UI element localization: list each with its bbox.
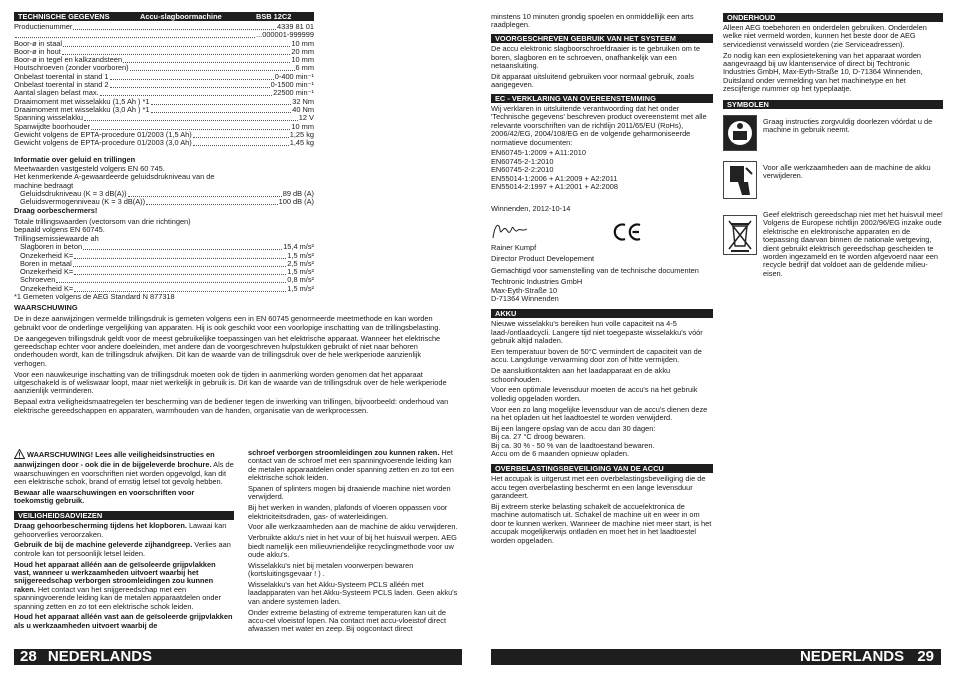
spec-label: Onzekerheid K=	[20, 250, 74, 260]
technical-data-title: TECHNISCHE GEGEVENS	[18, 12, 110, 21]
page-number-right: 29	[917, 648, 934, 665]
leader-dots	[83, 243, 282, 250]
safety-item-12: Onder extreme belasting of extreme temperaturen kan uit de accu-cel vloeistof lopen. Na contact met accu-vloeistof direct afwassen met water en zeep. Bij oogcontact direct	[248, 607, 447, 634]
footer-right	[491, 649, 941, 665]
company-name: Techtronic Industries GmbH	[491, 277, 583, 287]
spec-label: Productienummer	[14, 22, 73, 31]
vibration-warning-section	[14, 304, 454, 417]
spec-value: ...000001-999999	[256, 30, 314, 40]
akku-paragraph-5: Voor een zo lang mogelijke levensduur van de accu's dienen deze na het opladen uit het laadtoestel te worden verwijderd.	[491, 404, 708, 422]
safety-item-7: Bij het werken in wanden, plafonds of vloeren oppassen voor elektriciteitsdraden, gas- of waterleidingen.	[248, 503, 448, 521]
spec-label: Houtschroeven (zonder voorboren)	[14, 63, 129, 73]
leader-dots	[73, 23, 276, 30]
leader-dots	[110, 73, 274, 80]
leader-dots	[151, 106, 292, 113]
safety-item-4	[14, 613, 234, 630]
safety-item-5-bold: schroef verborgen stroomleidingen zou kunnen raken.	[248, 448, 440, 457]
safety-item-4-bold: Houd het apparaat alléén vast aan de geïsoleerde grijpvlakken als u werkzaamheden uitvoert waarbij de	[14, 612, 233, 630]
leader-dots	[110, 81, 270, 88]
spec-label: Draaimoment met wisselakku (3,0 Ah ) *1	[14, 104, 150, 114]
spec-value: 2,5 m/s²	[287, 258, 314, 268]
norm-item: EN55014-1:2006 + A1:2009 + A2:2011	[491, 173, 618, 183]
spec-label: Boor-ø in hout	[14, 46, 61, 56]
maintenance-paragraph-1: Alleen AEG toebehoren en onderdelen gebruiken. Onderdelen welke niet vermeld worden, kunnen het beste door de AEG servicedienst verwisseld worden (zie Serviceadressen).	[723, 23, 927, 49]
noise-title: Informatie over geluid en trillingen	[14, 155, 136, 165]
ear-protection-note: Draag oorbeschermers!	[14, 205, 98, 215]
akku-storage-1: Bij ca. 27 °C droog bewaren.	[491, 432, 586, 442]
norm-item: EN60745-2-2:2010	[491, 165, 554, 175]
spec-label: Gewicht volgens de EPTA-procedure 01/2003 (1,5 Ah)	[14, 129, 192, 139]
intended-use-paragraph-1: De accu elektronic slagboorschroefdraaier is te gebruiken om te boren, slagboren en te schroeven, onafhankelijk van een netaansluiting.	[491, 44, 701, 71]
symbol-text-2: Voor alle werkzaamheden aan de machine de akku verwijderen.	[763, 163, 931, 181]
spec-value: 20 mm	[291, 46, 314, 56]
noise-text-3: machine bedraagt	[14, 180, 74, 190]
leader-dots	[193, 139, 289, 146]
safety-item-3-text: Het contact van het snijgereedschap met een spanningvoerende leiding kan de metalen apparaatdelen onder spanning zetten en zo tot een elektrische schok leiden.	[14, 584, 222, 611]
symbol-row-2	[723, 161, 943, 205]
warning-paragraph-4: Bepaal extra veiligheidsmaatregelen ter bescherming van de bediener tegen de inwerking van trillingen, bijvoorbeeld: onderhoud van elektrische gereedschappen en apparaten, warmhouden van de handen, organisatie van de werkprocessen.	[14, 397, 449, 415]
intended-use-paragraph-2: Dit apparaat uitsluitend gebruiken voor normaal gebruik, zoals aangegeven.	[491, 71, 694, 90]
akku-storage-2: Bij ca. 30 % - 50 % van de laadtoestand bewaren.	[491, 440, 655, 450]
safety-item-8: Voor alle werkzaamheden aan de machine de akku verwijderen.	[248, 522, 458, 532]
symbol-row-3	[723, 211, 943, 291]
general-warning-body: Als de waarschuwingen en voorschriften niet worden opgevolgd, kan dit een elektrische schok, brand of ernstig letsel tot gevolg hebben.	[14, 460, 234, 487]
spec-row	[14, 268, 314, 276]
declaration-place-date: Winnenden, 2012-10-14	[491, 204, 571, 214]
spec-label: Geluidsdrukniveau (K = 3 dB(A))	[20, 189, 127, 199]
spec-value: 6 mm	[295, 63, 314, 73]
noise-table	[14, 190, 314, 207]
overload-header: OVERBELASTINGSBEVEILIGING VAN DE ACCU	[491, 464, 713, 473]
leader-dots	[56, 276, 286, 283]
spec-value: 15,4 m/s²	[283, 242, 314, 252]
intended-use-header: VOORGESCHREVEN GEBRUIK VAN HET SYSTEEM	[491, 34, 713, 43]
symbols-header: SYMBOLEN	[723, 100, 943, 109]
read-manual-icon	[723, 115, 757, 151]
safety-item-3	[14, 561, 234, 611]
leader-dots	[100, 89, 272, 96]
model-name: Accu-slagboormachine	[140, 12, 222, 21]
akku-storage-3: Accu om de 6 maanden opnieuw opladen.	[491, 448, 630, 458]
norms-list	[491, 149, 713, 191]
vibration-text-1: Totale trillingswaarden (vectorsom van drie richtingen)	[14, 217, 191, 227]
warning-paragraph-3: Voor een nauwkeurige inschatting van de trillingsdruk moeten ook de tijden in aanmerking worden genomen dat het apparaat uitgeschakeld is of weliswaar loopt, maar niet werkelijk in gebruik is. Dit kan de waarde van de trillingsdruk over de hele werkperiode aanzienlijk verminderen.	[14, 369, 447, 396]
symbol-row-1	[723, 115, 943, 157]
leader-dots	[123, 56, 290, 63]
spec-value: 1,45 kg	[289, 138, 314, 148]
footer-left	[14, 649, 462, 665]
safety-item-1-text: Lawaai kan gehoorverlies veroorzaken.	[14, 521, 227, 539]
leader-dots	[128, 190, 282, 197]
noise-text-2: Het kenmerkende A-gewaardeerde geluidsdrukniveau van de	[14, 172, 215, 182]
page-number-left: 28	[20, 648, 37, 665]
safety-item-5-text: Het contact van de schroef met een spanningvoerende leiding kan de metalen apparaatdelen onder spanning zetten en zo tot een elektrische schok leiden.	[248, 448, 454, 483]
leader-dots	[74, 285, 286, 292]
safety-column-right	[248, 449, 460, 636]
warning-title: WAARSCHUWING	[14, 303, 78, 312]
rinse-text: minstens 10 minuten grondig spoelen en onmiddellijk een arts raadplegen.	[491, 12, 694, 30]
leader-dots	[84, 114, 298, 121]
akku-paragraph-4: Voor een optimale levensduur moeten de accu's na het gebruik volledig opgeladen worden.	[491, 385, 698, 403]
model-code: BSB 12C2	[256, 12, 292, 21]
akku-paragraph-2: Een temperatuur boven de 50°C vermindert de capaciteit van de accu. Langdurige verwarming door zon of hitte vermijden.	[491, 346, 702, 365]
page-29	[477, 0, 954, 677]
remove-battery-icon	[723, 161, 757, 199]
company-city: D-71364 Winnenden	[491, 293, 559, 303]
signatory-name: Rainer Kumpf	[491, 242, 537, 252]
norm-item: EN60745-1:2009 + A11:2010	[491, 148, 586, 158]
safety-item-2-text: Verlies aan controle kan tot persoonlijk letsel leiden.	[14, 540, 231, 558]
leader-dots	[151, 98, 292, 105]
vibration-text-2: bepaald volgens EN 60745.	[14, 225, 105, 235]
spec-value: 1,5 m/s²	[287, 267, 314, 277]
spec-value: 12 V	[298, 113, 314, 123]
leader-dots	[74, 252, 286, 259]
warning-paragraph-1: De in deze aanwijzingen vermelde trillingsdruk is gemeten volgens een in EN 60745 genormeerde meetmethode en kan worden gebruikt voor de onderlinge vergelijking van apparaten. Hij is ook geschikt voor een voorlopige inschatting van de trillingsbelasting.	[14, 314, 441, 332]
akku-paragraph-1: Nieuwe wisselakku's bereiken hun volle capaciteit na 4-5 laad-/ontlaadcycli. Langere tijd niet toegepaste wisselakku's vóór gebruik altijd naladen.	[491, 319, 703, 346]
spec-value: 4339 81 01	[277, 22, 314, 31]
spec-row	[14, 139, 314, 147]
norm-item: EN55014-2:1997 + A1:2001 + A2:2008	[491, 182, 618, 192]
ec-declaration-header: EC - VERKLARING VAN OVEREENSTEMMING	[491, 94, 713, 103]
language-label-left: NEDERLANDS	[47, 648, 153, 665]
maintenance-header: ONDERHOUD	[723, 13, 943, 22]
noise-text-1: Meetwaarden vastgesteld volgens EN 60 745.	[14, 163, 165, 173]
safety-item-6: Spanen of splinters mogen bij draaiende machine niet worden verwijderd.	[248, 484, 451, 502]
ec-declaration-text: Wij verklaren in uitsluitende verantwoording dat het onder 'Technische gegevens' beschreven product overeenstemt met alle relevante voorschriften van de richtlijn 2011/65/EU (RoHs), 2006/42/EG, 2004/108/EG en de volgende geharmoniseerde normatieve documenten:	[491, 104, 707, 147]
spec-label: Boren in metaal	[20, 258, 72, 268]
safety-item-2	[14, 541, 234, 558]
page-28	[0, 0, 470, 677]
spec-value: 1,5 m/s²	[287, 250, 314, 260]
leader-dots	[193, 131, 289, 138]
vibration-text-3: Trillingsemissiewaarde ah	[14, 233, 99, 243]
spec-value: 0,8 m/s²	[287, 275, 314, 285]
authorized-text: Gemachtigd voor samenstelling van de technische documenten	[491, 265, 699, 275]
spec-value: 100 dB (A)	[278, 197, 314, 207]
spec-label: Spanning wisselakku	[14, 113, 84, 123]
crossed-bin-icon	[723, 215, 757, 255]
maintenance-paragraph-2: Zo nodig kan een explosietekening van het apparaat worden aangevraagd bij uw klantenservice of direct bij Techtronic Industries GmbH, Max-Eyth-Straße 10, D-71364 Winnenden, Duitsland onder vermelding van het machinetype en het zescijferige nummer op het typeplaatje.	[723, 50, 923, 94]
spec-label: Geluidsvermogenniveau (K = 3 dB(A))	[20, 197, 146, 207]
signatory-role: Director Product Developement	[491, 254, 595, 264]
leader-dots	[15, 31, 255, 38]
spec-label: Boor-ø in tegel en kalkzandsteen	[14, 55, 123, 65]
symbol-text-1: Graag instructies zorgvuldig doorlezen vóórdat u de machine in gebruik neemt.	[763, 117, 933, 135]
symbol-text-3: Geef elektrisch gereedschap niet met het huisvuil mee! Volgens de Europese richtlijn 2002/96/EG inzake oude elektrische en elektronische apparaten en de toepassing daarvan binnen de nationale wetgeving, dient gebruikt elektrisch gereedschap gescheiden te worden ingezameld en te worden afgevoerd naar een recycle bedrijf dat voldoet aan de geldende milieu-eisen.	[763, 210, 943, 278]
right-column-2	[723, 13, 943, 291]
safety-item-5	[248, 449, 460, 483]
spec-label: Schroeven	[20, 275, 56, 285]
norm-item: EN60745-2-1:2010	[491, 156, 554, 166]
spec-value: 1,5 m/s²	[287, 283, 314, 293]
general-warning	[14, 449, 234, 487]
spec-value: 89 dB (A)	[282, 189, 314, 199]
spec-label: Onzekerheid K=	[20, 267, 74, 277]
safety-column-left	[14, 449, 234, 633]
spec-label: Spanwijdte boorhouder	[14, 121, 91, 131]
signature-icon	[491, 220, 531, 242]
technical-data-table	[14, 23, 314, 147]
safety-item-10: Wisselakku's niet bij metalen voorwerpen bewaren (kortsluitingsgevaar ! ) .	[248, 560, 414, 579]
leader-dots	[62, 48, 291, 55]
spec-value: 10 mm	[291, 121, 314, 131]
spec-label: Gewicht volgens de EPTA-procedure 01/2003 (3,0 Ah)	[14, 138, 192, 148]
safety-header: VEILIGHEIDSADVIEZEN	[14, 511, 234, 520]
safety-item-11: Wisselakku's van het Akku-Systeem PCLS alléén met laadapparaten van het Akku-Systeem PCLS laden. Geen akku's van andere systemen laden.	[248, 580, 458, 606]
akku-header: AKKU	[491, 309, 713, 318]
spec-label: Onbelast toerental in stand 2	[14, 80, 109, 90]
safety-item-9: Verbruikte akku's niet in het vuur of bij het huisvuil werpen. AEG biedt namelijk een milieuvriendelijke recyclingmethode voor uw oude akku's.	[248, 533, 457, 560]
signature-area	[491, 214, 713, 244]
spec-value: 40 Nm	[292, 104, 314, 114]
safety-item-1-bold: Draag gehoorbescherming tijdens het klopboren.	[14, 521, 187, 531]
overload-paragraph-2: Bij extreem sterke belasting schakelt de accuelektronica de machine automatisch uit. Schakel de machine uit en weer in om door te kunnen werken. Wanneer de machine niet meer start, is het accupak mogelijkerwijs ontladen en moet het in het laadtoestel worden opgeladen.	[491, 501, 712, 545]
language-label-right: NEDERLANDS	[799, 648, 905, 665]
technical-data-header	[14, 12, 314, 21]
leader-dots	[63, 40, 290, 47]
safety-item-2-bold: Gebruik de bij de machine geleverde zijhandgreep.	[14, 540, 193, 550]
leader-dots	[130, 64, 295, 71]
spec-value: 0-400 min⁻¹	[274, 71, 314, 81]
leader-dots	[74, 268, 286, 275]
ce-mark-icon	[613, 222, 643, 242]
akku-paragraph-3: De aansluitkontakten aan het laadapparaat en de akku schoonhouden.	[491, 366, 671, 384]
right-column-1	[491, 13, 713, 547]
spec-value: 10 mm	[291, 38, 314, 48]
akku-paragraph-6: Bij een langere opslag van de accu dan 30 dagen:	[491, 423, 656, 433]
warning-paragraph-2: De aangegeven trillingsdruk geldt voor de meest gebruikelijke toepassingen van het elektrische apparaat. Wanneer het elektrische gereedschap echter voor andere doeleinden, met andere dan de voorgeschreven hulpstukken gebruikt of niet naar behoren onderhouden wordt, kan de trillingsdruk afwijken. Dit kan de waarde van de trillingsdruk over de hele werkperiode aanzienlijk verhogen.	[14, 333, 441, 368]
spec-label: Draaimoment met wisselakku (1,5 Ah ) *1	[14, 96, 150, 106]
spec-value: 22500 min⁻¹	[273, 88, 314, 98]
general-warning-lead: WAARSCHUWING! Lees alle veiligheidsinstructies en aanwijzingen door - ook die in de bijgeleverde brochure.	[14, 450, 215, 470]
overload-paragraph-1: Het accupak is uitgerust met een overbelastingsbeveiliging die de accu tegen overbelasting beschermt en een lange levensduur garandeert.	[491, 474, 706, 501]
safety-item-3-bold: Houd het apparaat alléén aan de geïsoleerde grijpvlakken vast, wanneer u werkzaamheden uitvoert waarbij het snijgereedschap verborgen stroomleidingen zou kunnen raken.	[14, 559, 216, 594]
spec-value: 32 Nm	[292, 96, 314, 106]
spec-label: Aantal slagen belast max.	[14, 88, 99, 98]
spec-label: Boor-ø in staal	[14, 38, 63, 48]
leader-dots	[146, 198, 278, 205]
spec-value: 1,25 kg	[289, 129, 314, 139]
vibration-table	[14, 243, 314, 293]
leader-dots	[91, 123, 290, 130]
footnote: *1 Gemeten volgens de AEG Standard N 877318	[14, 292, 175, 302]
spec-label: Onzekerheid K=	[20, 283, 74, 293]
spec-value: 0-1500 min⁻¹	[270, 80, 314, 90]
spec-value: 10 mm	[291, 55, 314, 65]
leader-dots	[73, 260, 287, 267]
company-street: Max-Eyth-Straße 10	[491, 285, 558, 295]
keep-instructions-note: Bewaar alle waarschuwingen en voorschriften voor toekomstig gebruik.	[14, 488, 195, 506]
safety-item-1	[14, 522, 234, 539]
spec-label: Onbelast toerental in stand 1	[14, 71, 109, 81]
spec-label: Slagboren in beton	[20, 242, 83, 252]
technical-data-section	[14, 12, 314, 301]
